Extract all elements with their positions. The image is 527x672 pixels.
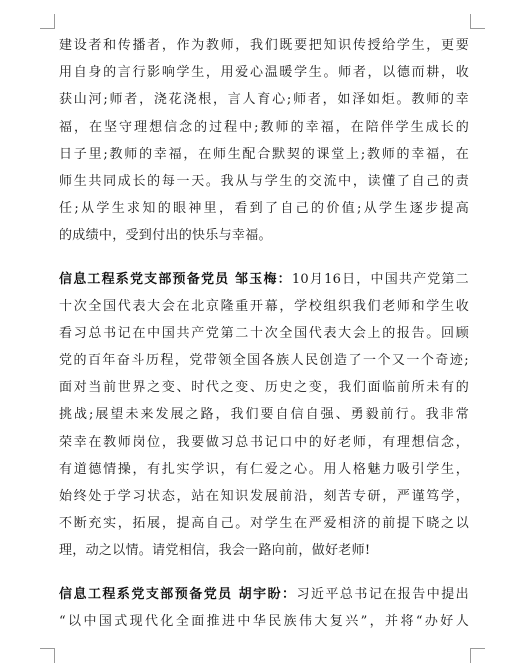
text-line: 建设者和传播者，作为教师，我们既要把知识传授给学生，更要 (59, 38, 469, 53)
text-line: 始终处于学习状态，站在知识发展前沿，刻苦专研，严谨笃学， (59, 489, 469, 504)
text-line: 荣幸在教师岗位，我要做习总书记口中的好老师，有理想信念， (59, 434, 469, 450)
text-line: 党的百年奋斗历程，党带领全国各族人民创造了一个又一个奇迹; (59, 353, 469, 369)
text-line: 日子里;教师的幸福，在师生配合默契的课堂上;教师的幸福，在 (59, 146, 469, 162)
document-body (59, 32, 469, 635)
text-span: 10月16日，中国共产党第二 (291, 271, 469, 287)
text-line: 用自身的言行影响学生，用爱心温暖学生。师者，以德而耕，收 (59, 65, 469, 81)
text-line: 有道德情操，有扎实学识，有仁爱之心。用人格魅力吸引学生， (59, 461, 469, 477)
text-line: 师生共同成长的每一天。我从与学生的交流中，读懂了自己的责 (59, 173, 469, 189)
text-span: 习近平总书记在报告中提出 (296, 586, 469, 602)
crop-mark-top-left (40, 14, 55, 29)
crop-mark-bottom-left (40, 648, 55, 663)
text-line: 理，动之以情。请党相信，我会一路向前，做好老师! (59, 543, 371, 559)
text-line: “以中国式现代化全面推进中华民族伟大复兴”，并将“办好人 (59, 613, 469, 629)
text-line: 的成绩中，受到付出的快乐与幸福。 (59, 228, 272, 244)
crop-mark-bottom-right (470, 648, 485, 663)
text-line: 获山河;师者，浇花浇根，言人育心;师者，如泽如炬。教师的幸 (59, 92, 469, 108)
paragraph-gap (59, 250, 469, 266)
crop-mark-top-right (470, 14, 485, 29)
speaker-name: 信息工程系党支部预备党员 邹玉梅： (59, 271, 292, 287)
text-line: 福，在坚守理想信念的过程中;教师的幸福，在陪伴学生成长的 (59, 119, 469, 135)
text-line: 挑战;展望未来发展之路，我们要自信自强、勇毅前行。我非常 (59, 407, 469, 423)
text-line: 看习总书记在中国共产党第二十次全国代表大会上的报告。回顾 (59, 325, 469, 341)
paragraph-1 (59, 32, 469, 250)
text-line (59, 581, 469, 608)
speaker-name: 信息工程系党支部预备党员 胡宇盼： (59, 586, 297, 602)
text-line: 不断充实，拓展，提高自己。对学生在严爱相济的前提下晓之以 (59, 516, 469, 532)
paragraph-2 (59, 266, 469, 565)
text-line: 任;从学生求知的眼神里，看到了自己的价值;从学生逐步提高 (59, 201, 469, 217)
text-line: 面对当前世界之变、时代之变、历史之变，我们面临前所未有的 (59, 380, 469, 396)
paragraph-3 (59, 581, 469, 635)
text-line: 十次全国代表大会在北京隆重开幕，学校组织我们老师和学生收 (59, 298, 469, 314)
paragraph-gap (59, 565, 469, 581)
text-line (59, 266, 469, 293)
